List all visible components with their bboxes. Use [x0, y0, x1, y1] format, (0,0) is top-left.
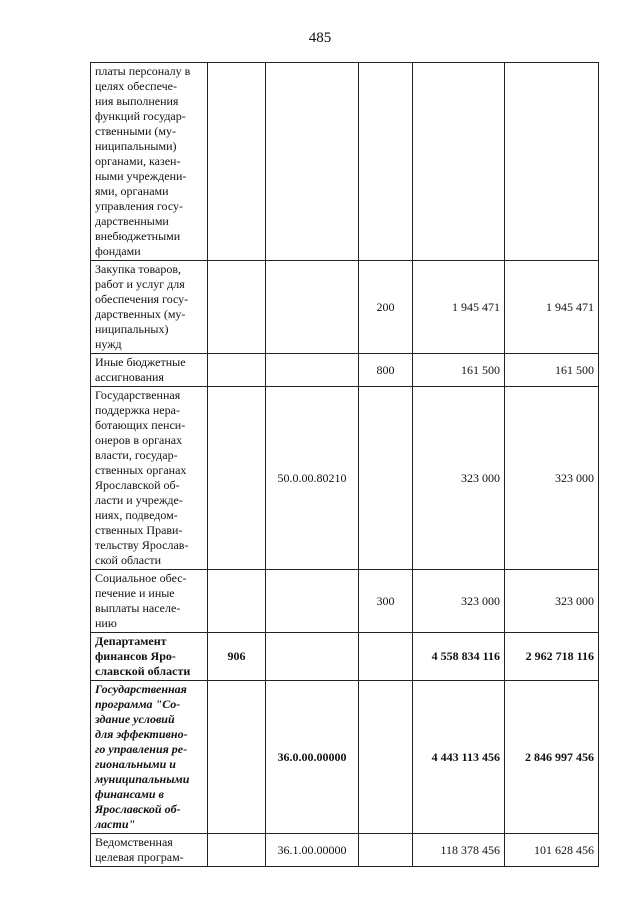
row-name-line: обеспечения госу- — [95, 292, 189, 306]
org-code-cell — [208, 570, 266, 633]
row-name-line: целевая програм- — [95, 850, 184, 864]
amount-year1-cell: 118 378 456 — [413, 834, 505, 867]
org-code-cell — [208, 387, 266, 570]
expense-type-cell — [359, 681, 413, 834]
amount-year2-cell: 2 846 997 456 — [505, 681, 599, 834]
row-name-line: работ и услуг для — [95, 277, 185, 291]
expense-type-cell: 200 — [359, 261, 413, 354]
expense-type-cell: 300 — [359, 570, 413, 633]
row-name-cell — [91, 261, 208, 354]
row-name-line: фондами — [95, 244, 141, 258]
row-name-cell — [91, 63, 208, 261]
target-article-cell — [266, 354, 359, 387]
row-name-line: ниях, подведом- — [95, 508, 178, 522]
row-name-line: Иные бюджетные — [95, 355, 186, 369]
row-name-line: финансами в — [95, 787, 164, 801]
row-name-line: финансов Яро- — [95, 649, 176, 663]
target-article-cell: 36.0.00.00000 — [266, 681, 359, 834]
row-name-line: поддержка нера- — [95, 403, 180, 417]
row-name-line: печение и иные — [95, 586, 175, 600]
amount-year1-cell: 161 500 — [413, 354, 505, 387]
row-name-line: платы персоналу в — [95, 64, 191, 78]
org-code-cell — [208, 261, 266, 354]
target-article-cell — [266, 261, 359, 354]
row-name-line: Социальное обес- — [95, 571, 187, 585]
amount-year1-cell: 323 000 — [413, 387, 505, 570]
row-name-line: ственных органах — [95, 463, 187, 477]
row-name-line: ния выполнения — [95, 94, 179, 108]
row-name-line: Закупка товаров, — [95, 262, 181, 276]
org-code-cell — [208, 63, 266, 261]
row-name-line: Государственная — [95, 388, 181, 402]
table-row — [91, 354, 599, 387]
amount-year1-cell: 1 945 471 — [413, 261, 505, 354]
amount-year2-cell: 2 962 718 116 — [505, 633, 599, 681]
row-name-line: выплаты населе- — [95, 601, 181, 615]
expense-type-cell — [359, 387, 413, 570]
org-code-cell — [208, 834, 266, 867]
expense-type-cell — [359, 633, 413, 681]
target-article-cell — [266, 633, 359, 681]
table-row — [91, 570, 599, 633]
org-code-cell: 906 — [208, 633, 266, 681]
row-name-line: ными учреждени- — [95, 169, 187, 183]
row-name-cell — [91, 633, 208, 681]
expense-type-cell — [359, 63, 413, 261]
row-name-line: Ярославской об- — [95, 802, 181, 816]
amount-year2-cell — [505, 63, 599, 261]
row-name-cell — [91, 681, 208, 834]
row-name-cell — [91, 570, 208, 633]
row-name-line: ботающих пенси- — [95, 418, 186, 432]
row-name-line: нужд — [95, 337, 122, 351]
row-name-cell — [91, 354, 208, 387]
row-name-line: Ведомственная — [95, 835, 173, 849]
row-name-line: ласти и учрежде- — [95, 493, 183, 507]
row-name-line: ласти" — [95, 817, 136, 831]
amount-year1-cell: 4 443 113 456 — [413, 681, 505, 834]
amount-year1-cell: 4 558 834 116 — [413, 633, 505, 681]
row-name-line: программа "Со- — [95, 697, 181, 711]
row-name-cell — [91, 834, 208, 867]
table-row — [91, 834, 599, 867]
expense-type-cell — [359, 834, 413, 867]
amount-year2-cell: 323 000 — [505, 570, 599, 633]
org-code-cell — [208, 354, 266, 387]
row-name-line: нию — [95, 616, 117, 630]
target-article-cell: 36.1.00.00000 — [266, 834, 359, 867]
table-row — [91, 681, 599, 834]
row-name-line: управления госу- — [95, 199, 184, 213]
amount-year2-cell: 161 500 — [505, 354, 599, 387]
amount-year2-cell: 323 000 — [505, 387, 599, 570]
row-name-line: ассигнования — [95, 370, 164, 384]
budget-table — [90, 62, 599, 867]
target-article-cell — [266, 63, 359, 261]
table-row — [91, 387, 599, 570]
row-name-line: здание условий — [95, 712, 175, 726]
row-name-line: Ярославской об- — [95, 478, 180, 492]
amount-year2-cell: 1 945 471 — [505, 261, 599, 354]
row-name-line: гиональными и — [95, 757, 176, 771]
row-name-line: муниципальными — [95, 772, 190, 786]
table-row — [91, 633, 599, 681]
row-name-line: целях обеспече- — [95, 79, 177, 93]
page-number: 485 — [308, 30, 332, 46]
row-name-line: го управления ре- — [95, 742, 188, 756]
row-name-line: ниципальных) — [95, 322, 169, 336]
row-name-line: ями, органами — [95, 184, 169, 198]
row-name-line: власти, государ- — [95, 448, 178, 462]
table-body — [91, 63, 599, 867]
row-name-line: внебюджетными — [95, 229, 181, 243]
row-name-line: для эффективно- — [95, 727, 188, 741]
amount-year1-cell: 323 000 — [413, 570, 505, 633]
row-name-line: функций государ- — [95, 109, 186, 123]
amount-year1-cell — [413, 63, 505, 261]
target-article-cell — [266, 570, 359, 633]
row-name-line: Департамент — [95, 634, 167, 648]
table-row — [91, 63, 599, 261]
row-name-line: ниципальными) — [95, 139, 177, 153]
org-code-cell — [208, 681, 266, 834]
row-name-line: онеров в органах — [95, 433, 183, 447]
table-row — [91, 261, 599, 354]
expense-type-cell: 800 — [359, 354, 413, 387]
row-name-line: ственных Прави- — [95, 523, 183, 537]
row-name-line: дарственными — [95, 214, 169, 228]
amount-year2-cell: 101 628 456 — [505, 834, 599, 867]
target-article-cell: 50.0.00.80210 — [266, 387, 359, 570]
row-name-line: ской области — [95, 553, 162, 567]
row-name-line: органами, казен- — [95, 154, 181, 168]
row-name-line: Государственная — [95, 682, 187, 696]
row-name-line: славской области — [95, 664, 191, 678]
row-name-line: ственными (му- — [95, 124, 176, 138]
row-name-cell — [91, 387, 208, 570]
row-name-line: тельству Ярослав- — [95, 538, 189, 552]
row-name-line: дарственных (му- — [95, 307, 186, 321]
